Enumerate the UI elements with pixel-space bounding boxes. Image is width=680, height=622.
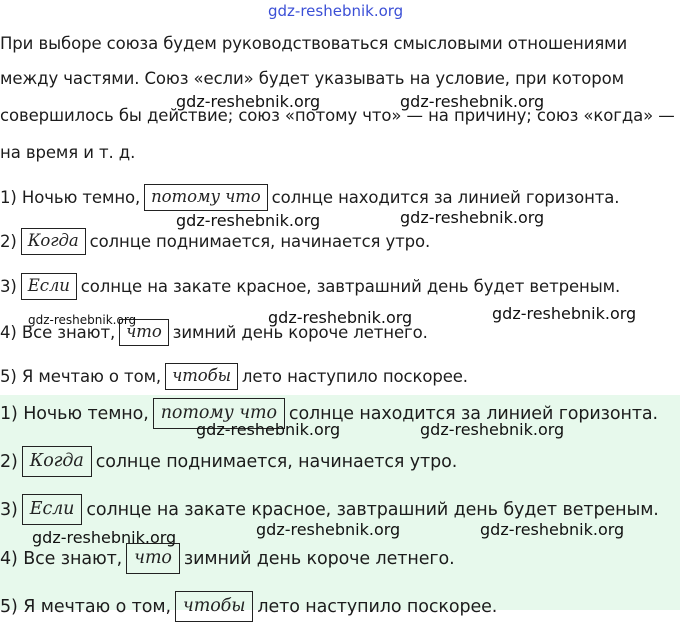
conjunction-box: что — [119, 319, 169, 346]
sentence-text: солнце находится за линией горизонта. — [271, 188, 620, 207]
intro-line-3: совершилось бы действие; союз «потому что» — на причину; союз «когда» — — [0, 106, 675, 125]
sentence-number: 3) — [0, 277, 17, 296]
watermark: gdz-reshebnik.org — [196, 420, 341, 439]
conjunction-box: потому что — [144, 184, 267, 211]
conjunction-box: Если — [21, 273, 77, 300]
sentence-number: 5) — [0, 596, 18, 617]
sentence-number: 2) — [0, 451, 18, 472]
sentence-text: зимний день короче летнего. — [183, 548, 455, 569]
sentence-text: солнце на закате красное, завтрашний день будет ветреным. — [86, 499, 659, 520]
sentence-number: 1) — [0, 188, 17, 207]
answer-sentence-4 — [0, 543, 455, 574]
sentence-number: 2) — [0, 232, 17, 251]
conjunction-box: потому что — [153, 398, 285, 429]
sentence-number: 4) — [0, 323, 17, 342]
sentence-text: Ночью темно, — [23, 403, 149, 424]
answer-sentence-5 — [0, 591, 497, 622]
sentence-number: 4) — [0, 548, 18, 569]
sentence-text: солнце находится за линией горизонта. — [288, 403, 659, 424]
sentence-text: солнце на закате красное, завтрашний день будет ветреным. — [80, 277, 621, 296]
sentence-number: 5) — [0, 367, 17, 386]
watermark: gdz-reshebnik.org — [256, 520, 401, 539]
sentence-5 — [0, 363, 468, 390]
conjunction-box: что — [126, 543, 180, 574]
conjunction-box: Когда — [22, 446, 92, 477]
watermark: gdz-reshebnik.org — [176, 211, 321, 230]
intro-line-2: между частями. Союз «если» будет указывать на условие, при котором — [0, 69, 625, 88]
sentence-text: солнце поднимается, начинается утро. — [95, 451, 458, 472]
sentence-text: Ночью темно, — [21, 188, 141, 207]
sentence-3 — [0, 273, 620, 300]
intro-line-4: на время и т. д. — [0, 143, 136, 162]
header-watermark: gdz-reshebnik.org — [268, 2, 404, 20]
sentence-text: Я мечтаю о том, — [21, 367, 162, 386]
sentence-2 — [0, 228, 430, 255]
watermark: gdz-reshebnik.org — [32, 528, 177, 547]
sentence-text: лето наступило поскорее. — [257, 596, 498, 617]
sentence-text: Я мечтаю о том, — [23, 596, 171, 617]
watermark: gdz-reshebnik.org — [492, 304, 637, 323]
watermark: gdz-reshebnik.org — [176, 92, 321, 111]
sentence-number: 3) — [0, 499, 18, 520]
sentence-text: зимний день короче летнего. — [172, 323, 428, 342]
conjunction-box: чтобы — [165, 363, 238, 390]
sentence-text: Все знают, — [21, 323, 116, 342]
watermark: gdz-reshebnik.org — [268, 308, 413, 327]
watermark: gdz-reshebnik.org — [480, 520, 625, 539]
conjunction-box: Если — [22, 494, 83, 525]
sentence-text: лето наступило поскорее. — [241, 367, 468, 386]
watermark: gdz-reshebnik.org — [400, 208, 545, 227]
sentence-number: 1) — [0, 403, 18, 424]
watermark: gdz-reshebnik.org — [420, 420, 565, 439]
sentence-text: солнце поднимается, начинается утро. — [89, 232, 431, 251]
watermark: gdz-reshebnik.org — [28, 313, 137, 327]
sentence-text: Все знают, — [23, 548, 123, 569]
intro-line-1: При выборе союза будем руководствоваться смысловыми отношениями — [0, 34, 628, 53]
answer-sentence-2 — [0, 446, 457, 477]
watermark: gdz-reshebnik.org — [400, 92, 545, 111]
conjunction-box: чтобы — [175, 591, 253, 622]
sentence-1 — [0, 184, 619, 211]
conjunction-box: Когда — [21, 228, 86, 255]
